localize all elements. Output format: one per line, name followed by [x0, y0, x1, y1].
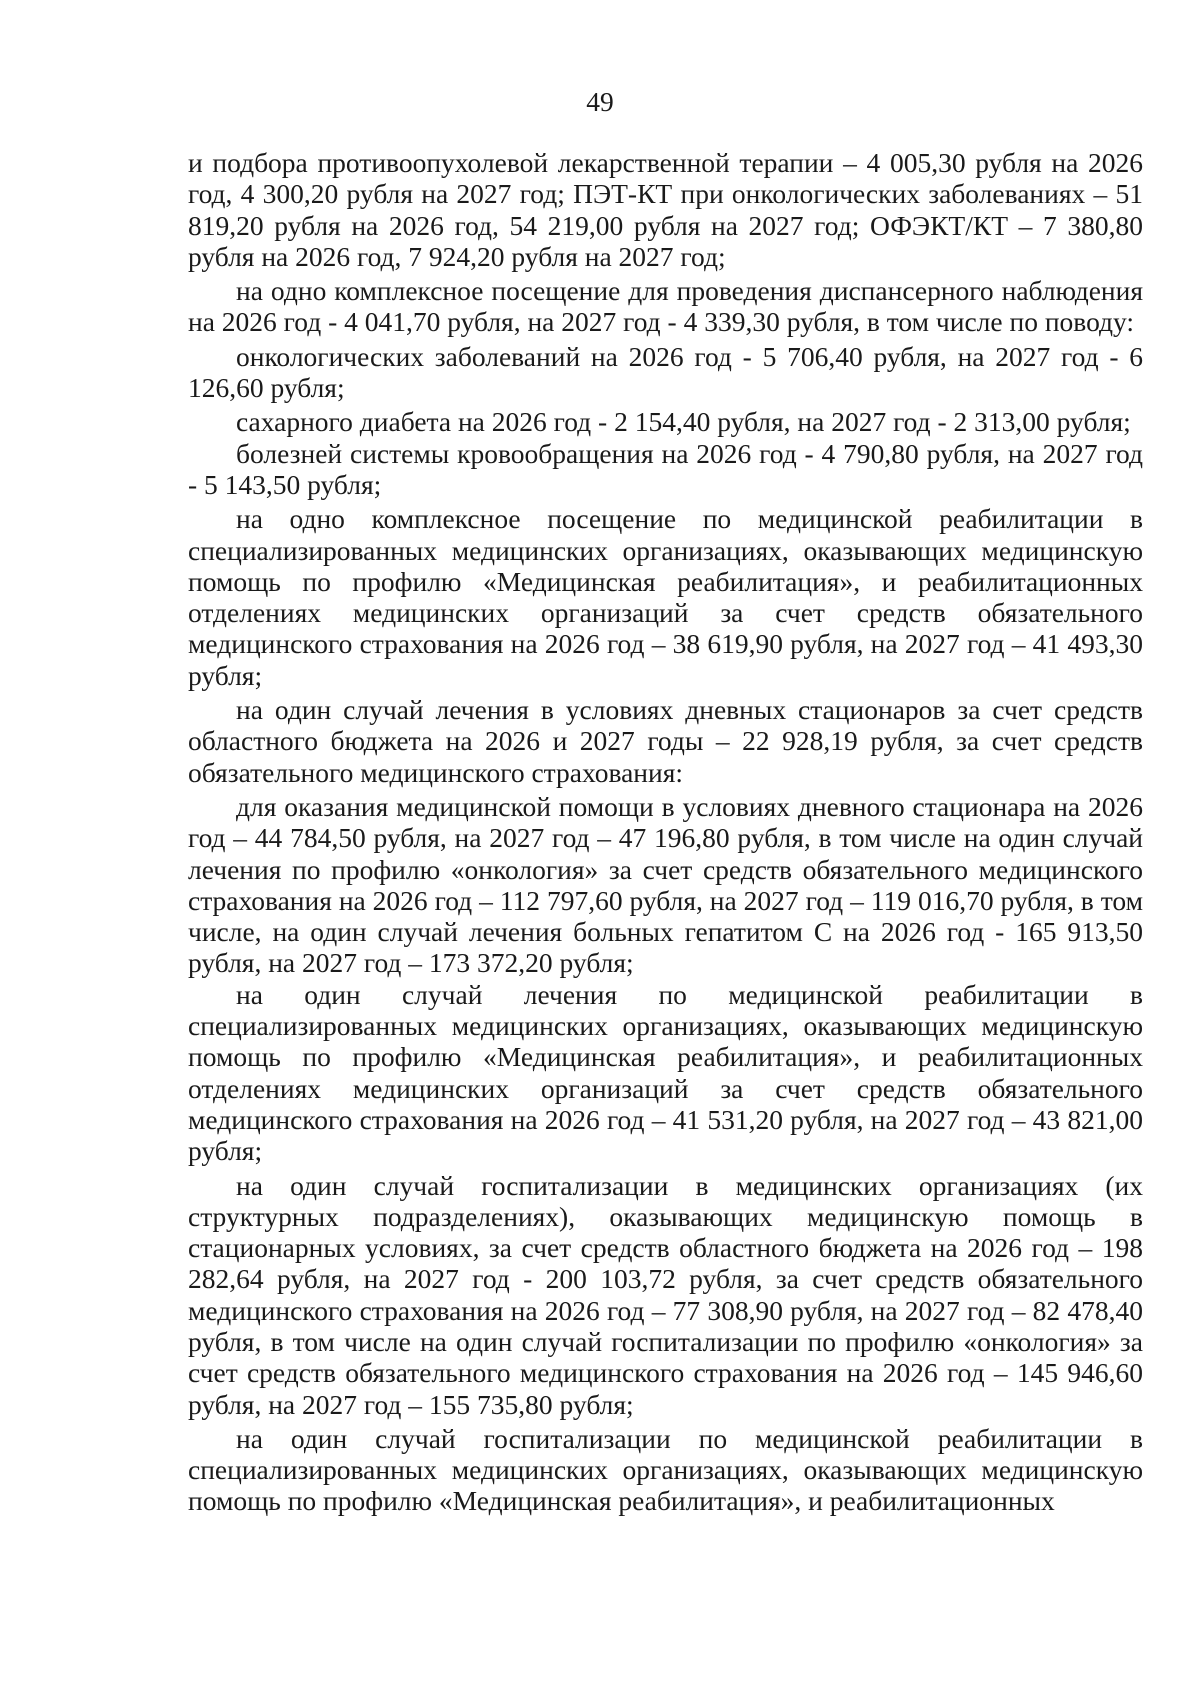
paragraph: на один случай лечения в условиях дневных стационаров за счет средств областного бюджета на 2026 и 2027 годы – 22 928,19 рубля, за счет средств обязательного медицинского страхования: [188, 694, 1143, 788]
page-number: 49 [586, 86, 614, 117]
paragraph: на один случай госпитализации в медицинских организациях (их структурных подразделениях), оказывающих медицинскую помощь в стационарных условиях, за счет средств областного бюджета на 2026 год – 198 282,64 рубля, на 2027 год - 200 103,72 рубля, за счет средств обязательного медицинского страхования на 2026 год – 77 308,90 рубля, на 2027 год – 82 478,40 рубля, в том числе на один случай госпитализации по профилю «онкология» за счет средств обязательного медицинского страхования на 2026 год – 145 946,60 рубля, на 2027 год – 155 735,80 рубля; [188, 1169, 1143, 1420]
paragraph: и подбора противоопухолевой лекарственной терапии – 4 005,30 рубля на 2026 год, 4 300,20 рубля на 2027 год; ПЭТ-КТ при онкологических заболеваниях – 51 819,20 рубля на 2026 год, 54 219,00 рубля на 2027 год; ОФЭКТ/КТ – 7 380,80 рубля на 2026 год, 7 924,20 рубля на 2027 год; [188, 147, 1143, 272]
paragraph: на один случай госпитализации по медицинской реабилитации в специализированных медицинских организациях, оказывающих медицинскую помощь по профилю «Медицинская реабилитация», и реабилитационных [188, 1422, 1143, 1517]
paragraph: на одно комплексное посещение для проведения диспансерного наблюдения на 2026 год - 4 041,70 рубля, на 2027 год - 4 339,30 рубля, в том числе по поводу: [188, 275, 1143, 338]
paragraph: болезней системы кровообращения на 2026 год - 4 790,80 рубля, на 2027 год - 5 143,50 рубля; [188, 437, 1143, 500]
paragraph: сахарного диабета на 2026 год - 2 154,40 рубля, на 2027 год - 2 313,00 рубля; [236, 406, 1131, 438]
paragraph: на одно комплексное посещение по медицинской реабилитации в специализированных медицинских организациях, оказывающих медицинскую помощь по профилю «Медицинская реабилитация», и реабилитационных отделениях медицинских организаций за счет средств обязательного медицинского страхования на 2026 год – 38 619,90 рубля, на 2027 год – 41 493,30 рубля; [188, 503, 1143, 691]
paragraph: на один случай лечения по медицинской реабилитации в специализированных медицинских организациях, оказывающих медицинскую помощь по профилю «Медицинская реабилитация», и реабилитационных отделениях медицинских организаций за счет средств обязательного медицинского страхования на 2026 год – 41 531,20 рубля, на 2027 год – 43 821,00 рубля; [188, 978, 1143, 1167]
document-body [188, 147, 1143, 1517]
paragraph: онкологических заболеваний на 2026 год - 5 706,40 рубля, на 2027 год - 6 126,60 рубля; [188, 340, 1143, 404]
paragraph: для оказания медицинской помощи в условиях дневного стационара на 2026 год – 44 784,50 рубля, на 2027 год – 47 196,80 рубля, в том числе на один случай лечения по профилю «онкология» за счет средств обязательного медицинского страхования на 2026 год – 112 797,60 рубля, на 2027 год – 119 016,70 рубля, в том числе, на один случай лечения больных гепатитом С на 2026 год - 165 913,50 рубля, на 2027 год – 173 372,20 рубля; [188, 790, 1143, 979]
